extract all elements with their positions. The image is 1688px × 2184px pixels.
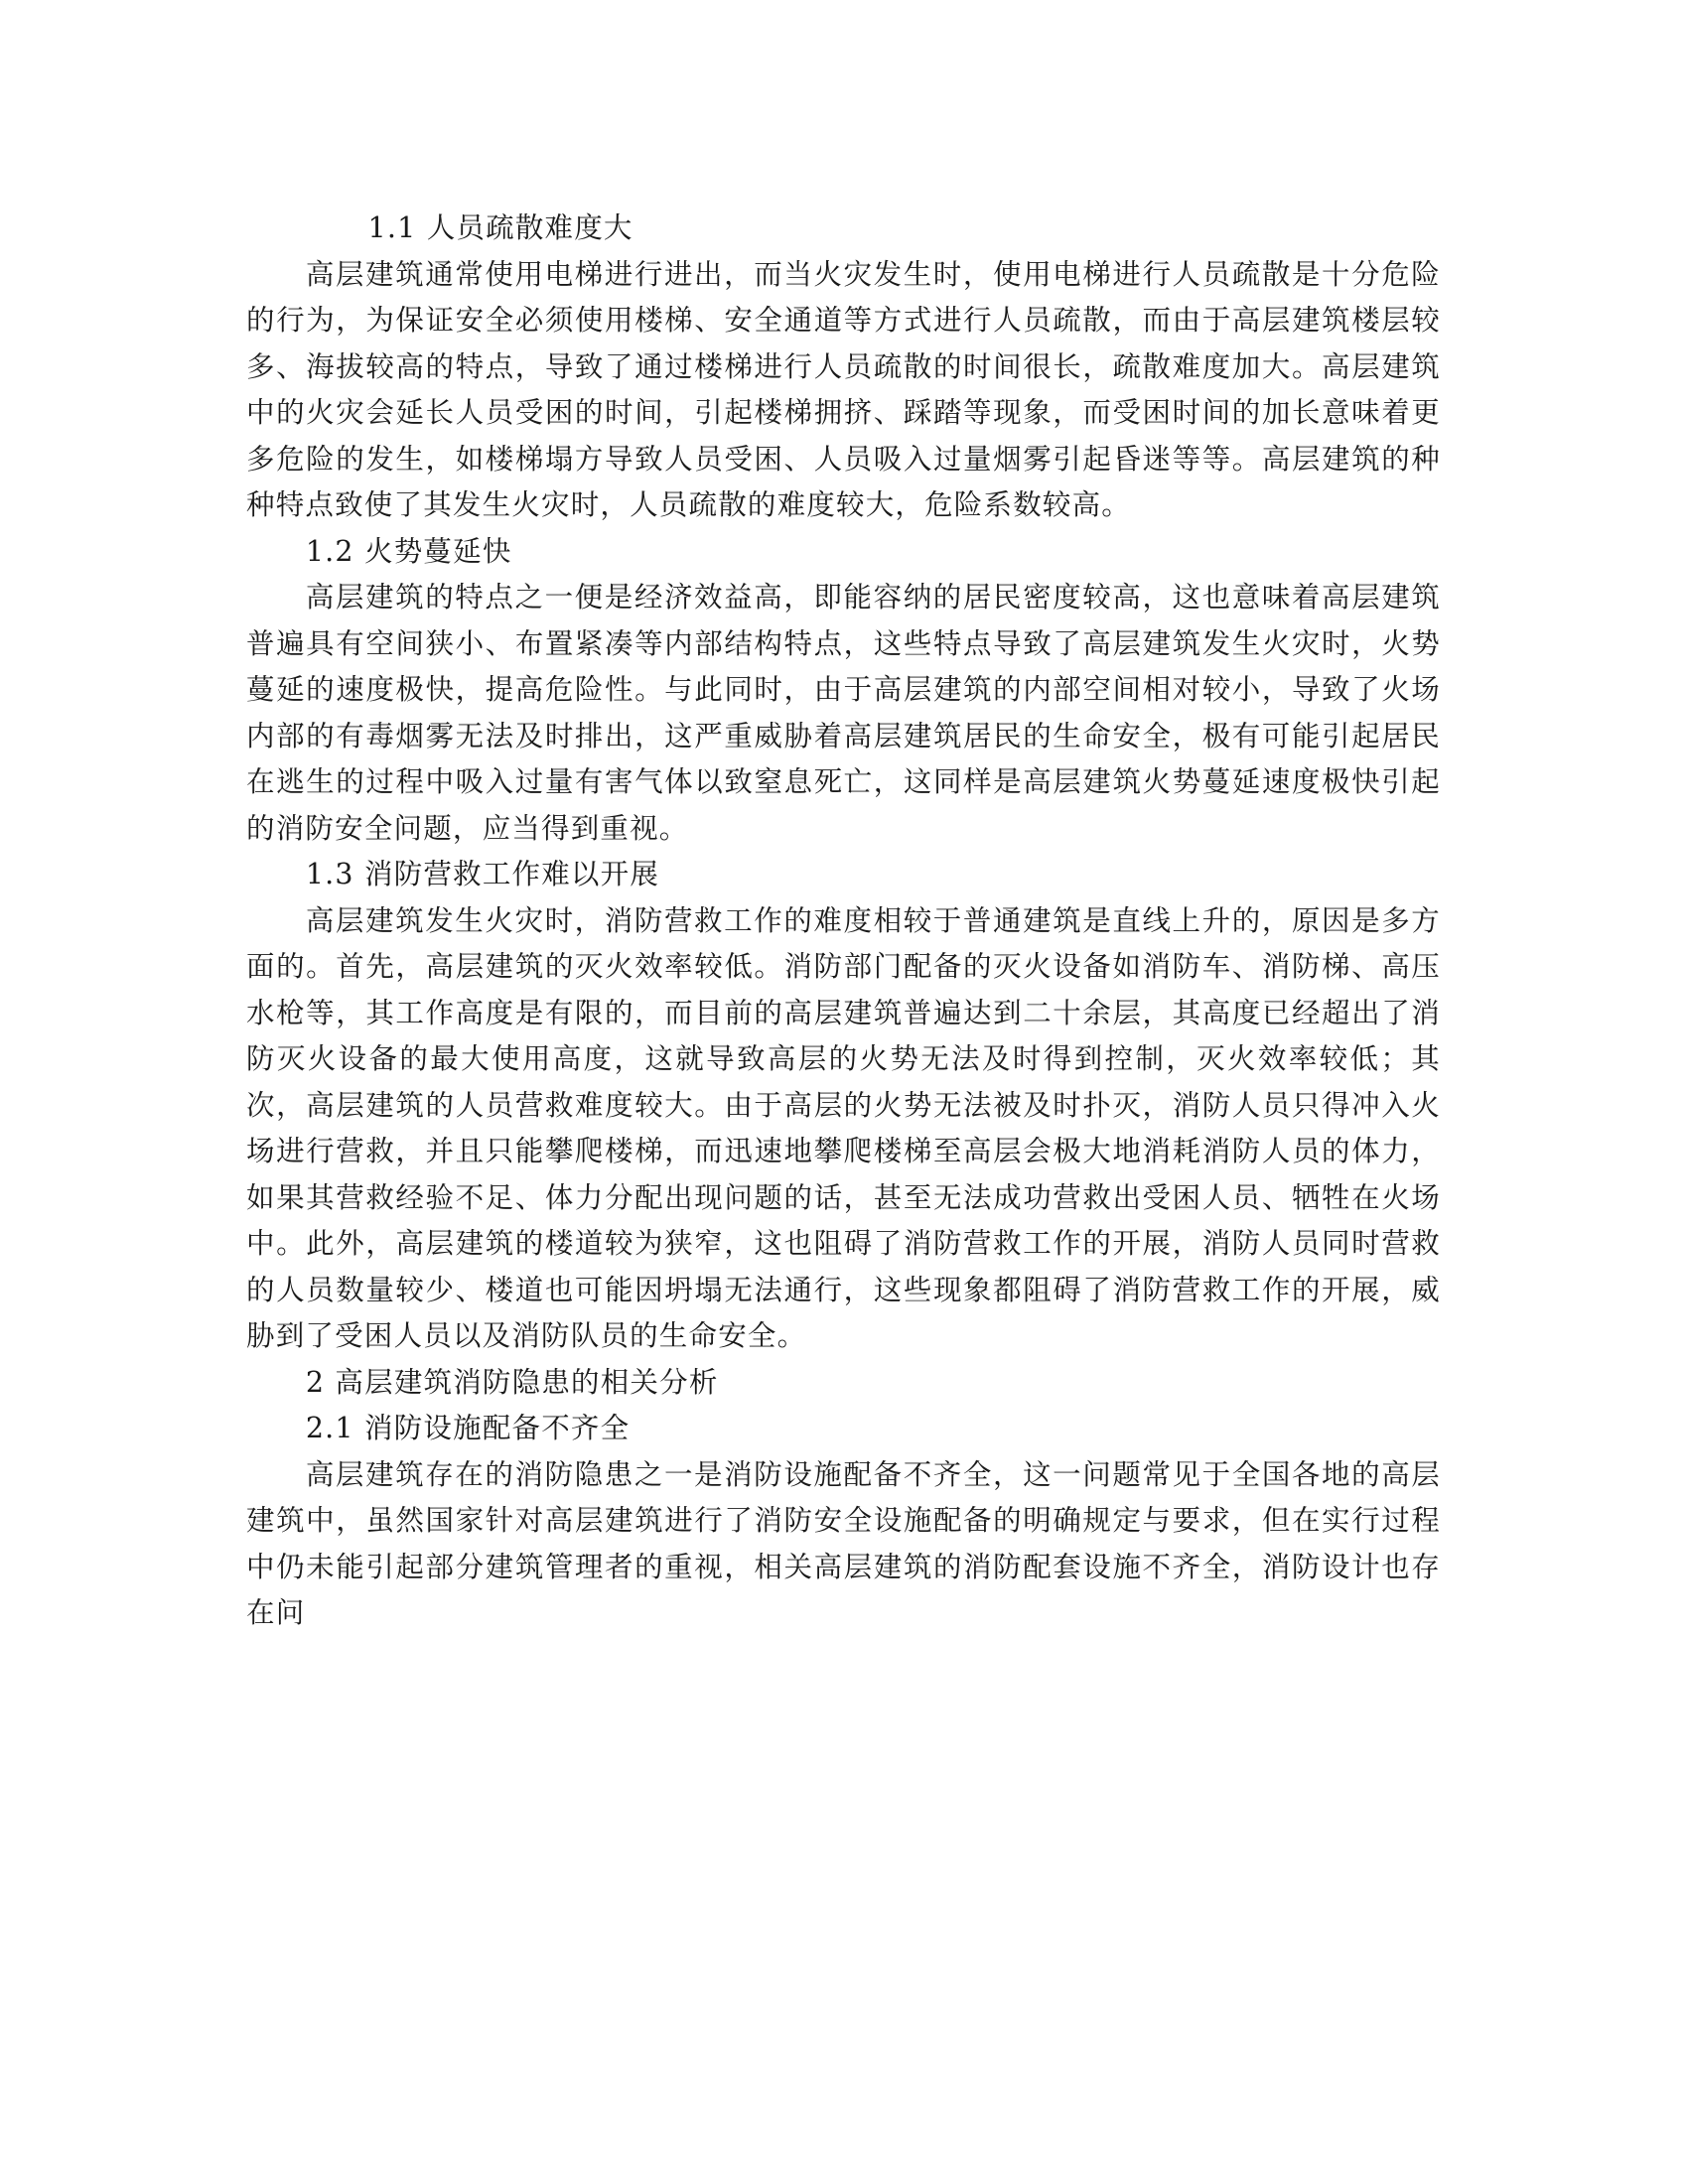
paragraph-rescue: 高层建筑发生火灾时，消防营救工作的难度相较于普通建筑是直线上升的，原因是多方面的。首先，高层建筑的灭火效率较低。消防部门配备的灭火设备如消防车、消防梯、高压水枪等，其工作高度是有限的，而目前的高层建筑普遍达到二十余层，其高度已经超出了消防灭火设备的最大使用高度，这就导致高层的火势无法及时得到控制，灭火效率较低；其次，高层建筑的人员营救难度较大。由于高层的火势无法被及时扑灭，消防人员只得冲入火场进行营救，并且只能攀爬楼梯，而迅速地攀爬楼梯至高层会极大地消耗消防人员的体力，如果其营救经验不足、体力分配出现问题的话，甚至无法成功营救出受困人员、牺牲在火场中。此外，高层建筑的楼道较为狭窄，这也阻碍了消防营救工作的开展，消防人员同时营救的人员数量较少、楼道也可能因坍塌无法通行，这些现象都阻碍了消防营救工作的开展，威胁到了受困人员以及消防队员的生命安全。	[246, 903, 1441, 1352]
document-page	[246, 205, 1441, 1637]
paragraph-evacuation: 高层建筑通常使用电梯进行进出，而当火灾发生时，使用电梯进行人员疏散是十分危险的行为，为保证安全必须使用楼梯、安全通道等方式进行人员疏散，而由于高层建筑楼层较多、海拔较高的特点，导致了通过楼梯进行人员疏散的时间很长，疏散难度加大。高层建筑中的火灾会延长人员受困的时间，引起楼梯拥挤、踩踏等现象，而受困时间的加长意味着更多危险的发生，如楼梯塌方导致人员受困、人员吸入过量烟雾引起昏迷等等。高层建筑的种种特点致使了其发生火灾时，人员疏散的难度较大，危险系数较高。	[246, 257, 1441, 521]
section-heading-1-1: 1.1 人员疏散难度大	[367, 211, 633, 244]
section-heading-2-1: 2.1 消防设施配备不齐全	[305, 1412, 631, 1444]
section-heading-1-3: 1.3 消防营救工作难以开展	[305, 858, 660, 890]
paragraph-fire-spread: 高层建筑的特点之一便是经济效益高，即能容纳的居民密度较高，这也意味着高层建筑普遍具有空间狭小、布置紧凑等内部结构特点，这些特点导致了高层建筑发生火灾时，火势蔓延的速度极快，提高危险性。与此同时，由于高层建筑的内部空间相对较小，导致了火场内部的有毒烟雾无法及时排出，这严重威胁着高层建筑居民的生命安全，极有可能引起居民在逃生的过程中吸入过量有害气体以致窒息死亡，这同样是高层建筑火势蔓延速度极快引起的消防安全问题，应当得到重视。	[246, 581, 1441, 845]
section-heading-2: 2 高层建筑消防隐患的相关分析	[305, 1365, 719, 1399]
section-heading-1-2: 1.2 火势蔓延快	[305, 534, 512, 568]
paragraph-facilities: 高层建筑存在的消防隐患之一是消防设施配备不齐全，这一问题常见于全国各地的高层建筑中，虽然国家针对高层建筑进行了消防安全设施配备的明确规定与要求，但在实行过程中仍未能引起部分建筑管理者的重视，相关高层建筑的消防配套设施不齐全，消防设计也存在问	[246, 1457, 1441, 1629]
